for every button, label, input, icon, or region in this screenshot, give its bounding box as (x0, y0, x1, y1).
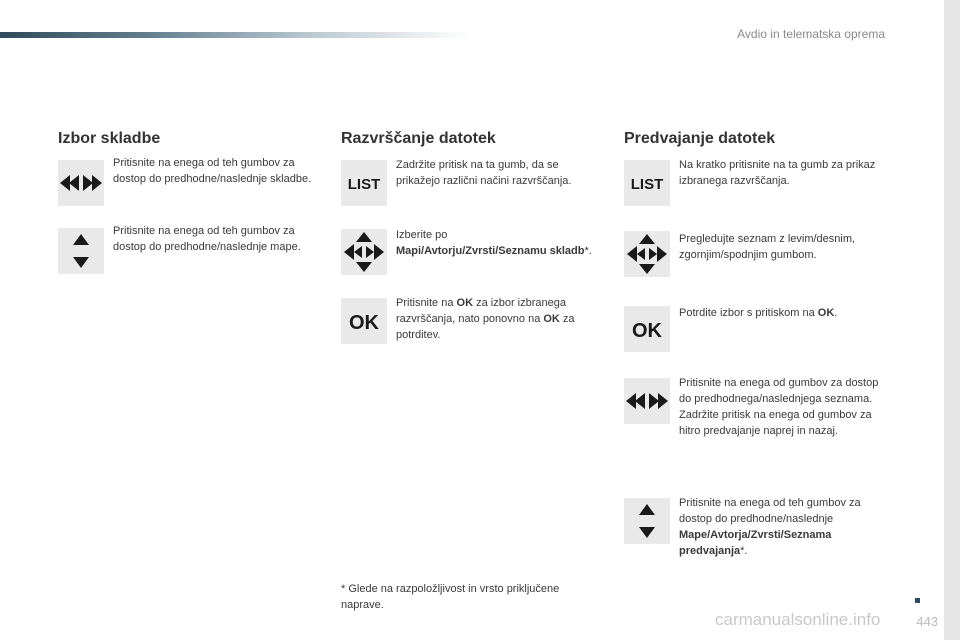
browse-list-text: Pregledujte seznam z levim/desnim, zgornjim/spodnjim gumbom. (679, 233, 856, 261)
folder-prev-next-text: Pritisnite na enega od teh gumbov za dostop do predhodne/naslednje mape. (113, 225, 301, 253)
page-marker (915, 598, 920, 603)
column-title-track-selection: Izbor skladbe (58, 130, 161, 147)
ok-button-icon (341, 298, 387, 344)
up-down-icon (624, 498, 670, 544)
sort-select-text: Izberite po Mapi/Avtorju/Zvrsti/Seznamu skladb*. (396, 229, 592, 257)
four-way-icon (624, 231, 670, 277)
list-button-icon (341, 160, 387, 206)
column-title-file-playback: Predvajanje datotek (624, 130, 776, 147)
category-prev-next-text: Pritisnite na enega od teh gumbov za dostop do predhodne/naslednje Mape/Avtorja/Zvrsti/Seznama predvajanja*. (679, 497, 861, 557)
prev-next-icon (624, 378, 670, 424)
prev-next-icon (58, 160, 104, 206)
track-prev-next-text: Pritisnite na enega od teh gumbov za dostop do predhodne/naslednje skladbe. (113, 157, 312, 185)
section-title: Avdio in telematska oprema (737, 27, 885, 41)
header-bar (0, 32, 470, 38)
up-down-icon (58, 228, 104, 274)
confirm-selection-text: Potrdite izbor s pritiskom na OK. (679, 307, 838, 319)
svg-text:OK: OK (632, 320, 662, 341)
page-edge-strip (944, 0, 960, 640)
svg-text:LIST: LIST (347, 176, 381, 193)
sort-confirm-text: Pritisnite na OK za izbor izbranega razvrščanja, nato ponovno na OK za potrditev. (396, 297, 575, 341)
watermark: carmanualsonline.info (715, 610, 881, 629)
column-title-file-sorting: Razvrščanje datotek (341, 130, 496, 147)
list-short-press-text: Na kratko pritisnite na ta gumb za prikaz izbranega razvrščanja. (679, 159, 876, 187)
svg-text:OK: OK (349, 312, 379, 333)
page-number: 443 (916, 614, 938, 629)
list-hold-text: Zadržite pritisk na ta gumb, da se prikažejo različni načini razvrščanja. (396, 159, 572, 187)
list-button-icon (624, 160, 670, 206)
ok-button-icon (624, 306, 670, 352)
svg-text:LIST: LIST (630, 176, 664, 193)
playlist-prev-next-text: Pritisnite na enega od gumbov za dostop do predhodnega/naslednjega seznama. Zadržite pritisk na enega od gumbov za hitro predvajanje naprej in nazaj. (679, 377, 879, 437)
four-way-icon (341, 229, 387, 275)
footnote: * Glede na razpoložljivost in vrsto priključene naprave. (341, 583, 560, 611)
